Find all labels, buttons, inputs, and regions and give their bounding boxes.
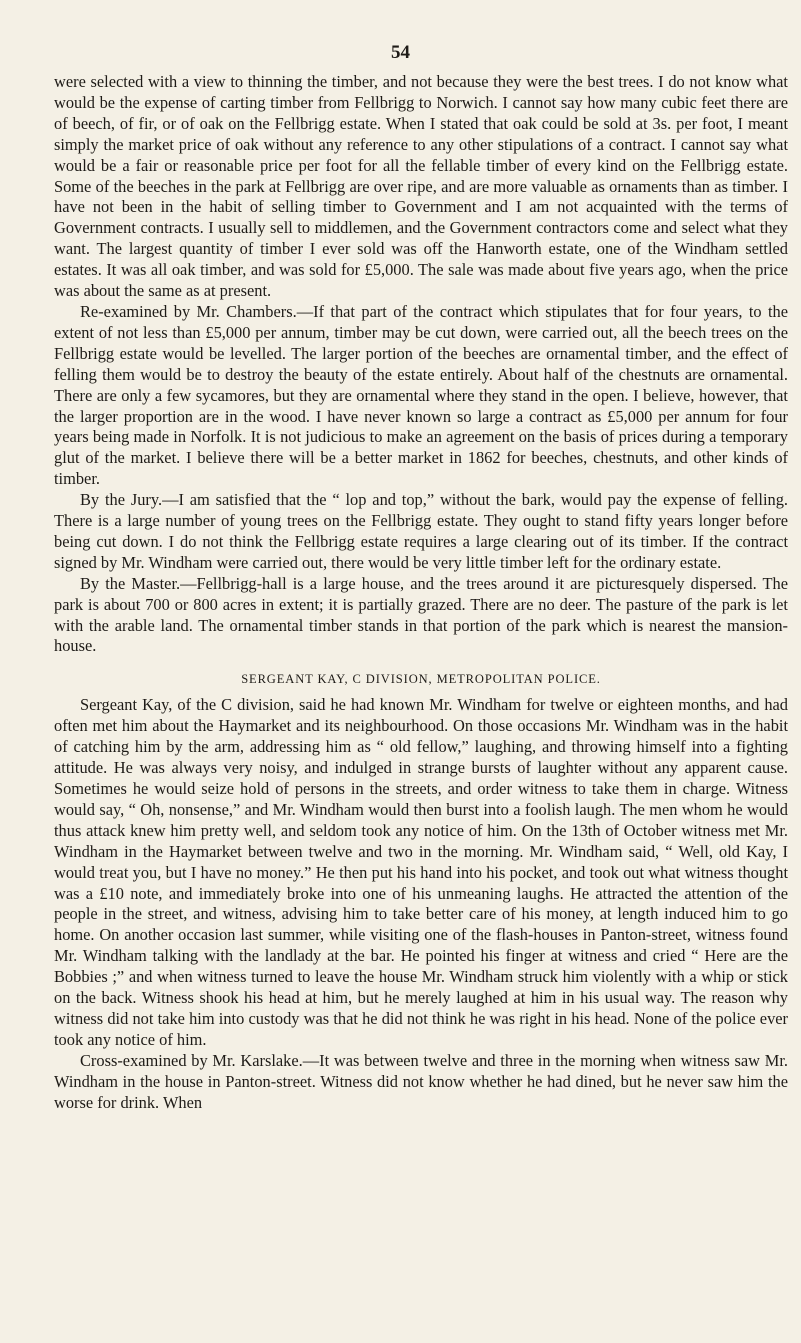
body-text xyxy=(54,72,788,1114)
paragraph-timber-testimony: were selected with a view to thinning the timber, and not because they were the best trees. I do not know what would be the expense of carting timber from Fellbrigg to Norwich. I cannot say how many cubic feet there are of beech, of fir, or of oak on the Fellbrigg estate. When I stated that oak could be sold at 3s. per foot, I meant simply the market price of oak without any reference to any other stipulations of a contract. I cannot say what would be a fair or reasonable price per foot for all the fellable timber of every kind on the Fellbrigg estate. Some of the beeches in the park at Fellbrigg are over ripe, and are more valuable as ornaments than as timber. I have not been in the habit of selling timber to Government and I am not acquainted with the terms of Government contracts. I usually sell to middlemen, and the Government contractors come and select what they want. The largest quantity of timber I ever sold was off the Hanworth estate, one of the Windham settled estates. It was all oak timber, and was sold for £5,000. The sale was made about five years ago, when the price was about the same as at present. xyxy=(54,72,788,301)
page-number: 54 xyxy=(391,42,410,63)
paragraph-re-examined: Re-examined by Mr. Chambers.—If that part of the contract which stipulates that for four years, to the extent of not less than £5,000 per annum, timber may be cut down, were carried out, all the beech trees on the Fellbrigg estate would be levelled. The larger portion of the beeches are ornamental timber, and the effect of felling them would be to destroy the beauty of the estate entirely. About half of the chestnuts are ornamental. There are only a few sycamores, but they are ornamental where they stand in the open. I believe, however, that the larger proportion are in the wood. I have never known so large a contract as £5,000 per annum for four years being made in Norfolk. It is not judicious to make an agreement on the basis of prices during a temporary glut of the market. I believe there will be a better market in 1862 for beeches, chestnuts, and other kinds of timber. xyxy=(54,301,788,489)
paragraph-sergeant-kay: Sergeant Kay, of the C division, said he had known Mr. Windham for twelve or eighteen months, and had often met him about the Haymarket and its neighbourhood. On those occasions Mr. Windham was in the habit of catching him by the arm, addressing him as “ old fellow,” laughing, and throwing himself into a fighting attitude. He was always very noisy, and indulged in strange bursts of laughter without any apparent cause. Sometimes he would seize hold of persons in the streets, and order witness to take them in charge. Witness would say, “ Oh, nonsense,” and Mr. Windham would then burst into a foolish laugh. The men whom he would thus attack knew him pretty well, and seldom took any notice of him. On the 13th of October witness met Mr. Windham in the Haymarket between twelve and two in the morning. Mr. Windham said, “ Well, old Kay, I would treat you, but I have no money.” He then put his hand into his pocket, and took out what witness thought was a £10 note, and immediately broke into one of his unmeaning laughs. He attracted the attention of the people in the street, and witness, advising him to take better care of his money, at length induced him to go home. On another occasion last summer, while visiting one of the flash-houses in Panton-street, witness found Mr. Windham talking with the landlady at the bar. He pointed his finger at witness and cried “ Here are the Bobbies ;” and when witness turned to leave the house Mr. Windham struck him violently with a whip or stick on the back. Witness shook his head at him, but he merely laughed at him in his usual way. The reason why witness did not take him into custody was that he did not think he was right in his head. None of the police ever took any notice of him. xyxy=(54,695,788,1049)
paragraph-cross-examined: Cross-examined by Mr. Karslake.—It was between twelve and three in the morning when witness saw Mr. Windham in the house in Panton-street. Witness did not know whether he had dined, but he never saw him the worse for drink. When xyxy=(54,1050,788,1112)
paragraph-by-the-master: By the Master.—Fellbrigg-hall is a large house, and the trees around it are picturesquely dispersed. The park is about 700 or 800 acres in extent; it is partially grazed. There are no deer. The pasture of the park is let with the arable land. The ornamental timber stands in that portion of the park which is nearest the mansion-house. xyxy=(54,573,788,656)
paragraph-by-the-jury: By the Jury.—I am satisfied that the “ lop and top,” without the bark, would pay the expense of felling. There is a large number of young trees on the Fellbrigg estate. They ought to stand fifty years longer before being cut down. I do not think the Fellbrigg estate requires a large clearing out of its timber. If the contract signed by Mr. Windham were carried out, there would be very little timber left for the ordinary estate. xyxy=(54,490,788,572)
section-heading: SERGEANT KAY, C DIVISION, METROPOLITAN POLICE. xyxy=(241,672,601,687)
